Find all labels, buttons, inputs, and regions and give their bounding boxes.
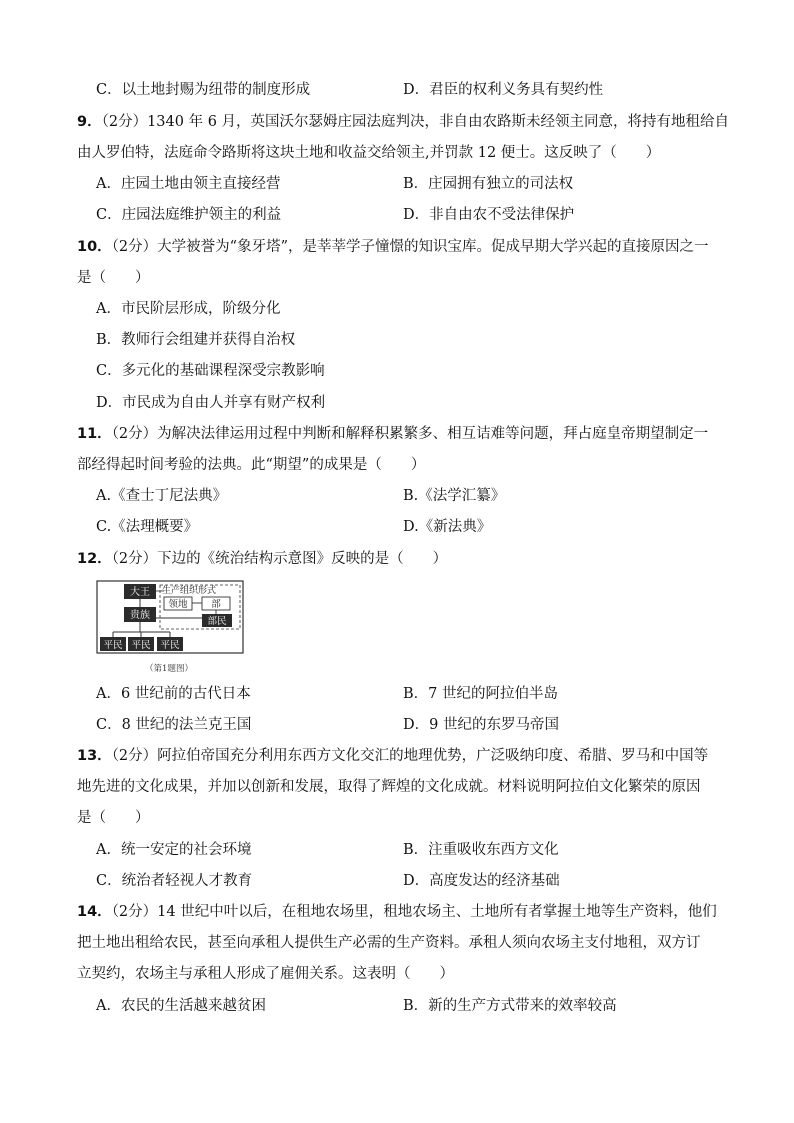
q10-stem-line2: 是（ ） (77, 270, 150, 286)
q10-text1: （2分）大学被誉为“象牙塔”，是莘莘学子憧憬的知识宝库。促成早期大学兴起的直接原因之一 (111, 239, 709, 255)
diagram-svg (96, 578, 246, 678)
q14-stem-line2: 把土地出租给农民，甚至向承租人提供生产必需的生产资料。承租人须向农场主支付地租，双方订 (77, 935, 701, 951)
q10-option-d: D．市民成为自由人并享有财产权利 (96, 395, 326, 411)
q12-option-c: C．8 世纪的法兰克王国 (96, 717, 252, 733)
q11-option-a: A.《查士丁尼法典》 (96, 488, 228, 504)
q9-stem-line1 (77, 112, 729, 132)
q12-option-d: D．9 世纪的东罗马帝国 (403, 717, 559, 733)
q14-option-a: A．农民的生活越来越贫困 (96, 998, 266, 1014)
q10-option-a: A．市民阶层形成，阶级分化 (96, 301, 281, 317)
q11-option-b: B.《法学汇纂》 (403, 488, 506, 504)
q9-option-a: A．庄园土地由领主直接经营 (96, 176, 281, 192)
q13-text1: （2分）阿拉伯帝国充分利用东西方文化交汇的地理优势，广泛吸纳印度、希腊、罗马和中国等 (111, 748, 709, 764)
diagram-bu-label: 部 (211, 599, 221, 610)
diagram-bumin-label: 部民 (207, 616, 227, 627)
q10-option-b: B．教师行会组建并获得自治权 (96, 332, 296, 348)
q14-option-b: B．新的生产方式带来的效率较高 (403, 998, 617, 1014)
q12-text1: （2分）下边的《统治结构示意图》反映的是（ ） (111, 551, 448, 567)
q10-number: 10． (77, 239, 112, 255)
q11-option-c: C.《法理概要》 (96, 519, 199, 535)
q9-option-c: C．庄园法庭维护领主的利益 (96, 207, 282, 223)
q13-option-d: D．高度发达的经济基础 (403, 873, 560, 889)
diagram-commoner-label: 平民 (160, 640, 180, 651)
q9-option-d: D．非自由农不受法律保护 (403, 207, 575, 223)
q14-stem-line1 (77, 902, 717, 922)
q9-number: 9． (77, 114, 102, 130)
diagram-king-label: 大王 (130, 587, 150, 598)
q8-option-c: C．以土地封赐为纽带的制度形成 (96, 82, 311, 98)
q10-stem-line1 (77, 237, 709, 257)
q9-stem-line2: 由人罗伯特，法庭命令路斯将这块土地和收益交给领主,并罚款 12 便士。这反映了（ ） (77, 145, 661, 161)
q9-text1: （2分）1340 年 6 月，英国沃尔瑟姆庄园法庭判决，非自由农路斯未经领主同意，将持有地租给自 (101, 114, 730, 130)
q13-number: 13． (77, 748, 112, 764)
q11-text1: （2分）为解决法律运用过程中判断和解释积累繁多、相互诘难等问题，拜占庭皇帝期望制定一 (111, 426, 709, 442)
diagram-org-label: 生产组织形式 (162, 586, 217, 596)
q13-option-b: B．注重吸收东西方文化 (403, 842, 559, 858)
q8-option-d: D．君臣的权利义务具有契约性 (403, 82, 604, 98)
q14-stem-line3: 立契约，农场主与承租人形成了雇佣关系。这表明（ ） (77, 966, 454, 982)
q11-stem-line1 (77, 424, 708, 444)
diagram-caption: （第1题图） (145, 664, 193, 674)
q14-text1: （2分）14 世纪中叶以后，在租地农场里，租地农场主、土地所有者掌握土地等生产资料，他们 (111, 904, 717, 920)
q9-option-b: B．庄园拥有独立的司法权 (403, 176, 574, 192)
q14-number: 14． (77, 904, 112, 920)
q11-stem-line2: 部经得起时间考验的法典。此“期望”的成果是（ ） (77, 457, 426, 473)
governance-structure-diagram (96, 578, 246, 678)
q13-option-c: C．统治者轻视人才教育 (96, 873, 253, 889)
diagram-commoner-label: 平民 (103, 640, 123, 651)
q13-option-a: A．统一安定的社会环境 (96, 842, 252, 858)
q12-option-a: A．6 世纪前的古代日本 (96, 686, 251, 702)
q12-number: 12． (77, 551, 112, 567)
diagram-noble-label: 贵族 (130, 610, 150, 621)
q13-stem-line1 (77, 746, 708, 766)
q11-option-d: D.《新法典》 (403, 519, 492, 535)
q13-stem-line3: 是（ ） (77, 810, 150, 826)
q12-stem-line1 (77, 549, 447, 569)
q13-stem-line2: 地先进的文化成果，并加以创新和发展，取得了辉煌的文化成就。材料说明阿拉伯文化繁荣的原因 (77, 779, 701, 795)
diagram-territory-label: 领地 (168, 599, 188, 610)
q11-number: 11． (77, 426, 112, 442)
q12-option-b: B．7 世纪的阿拉伯半岛 (403, 686, 558, 702)
q10-option-c: C．多元化的基础课程深受宗教影响 (96, 363, 325, 379)
diagram-commoner-label: 平民 (131, 640, 151, 651)
